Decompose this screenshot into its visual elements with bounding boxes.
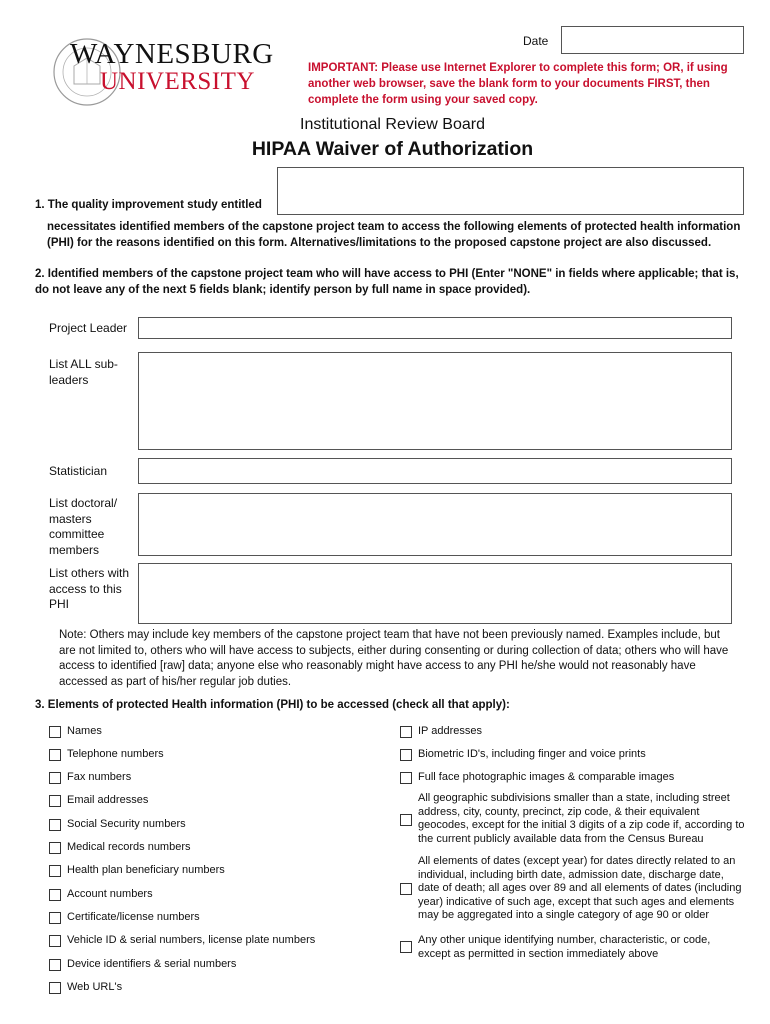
checkbox-photo[interactable] (400, 772, 412, 784)
others-field[interactable] (138, 563, 732, 624)
university-logo (52, 36, 282, 110)
checkbox-label: Vehicle ID & serial numbers, license plate numbers (67, 934, 316, 946)
checkbox-label: Names (67, 725, 102, 737)
checkbox-label: Email addresses (67, 794, 149, 806)
logo-wordmark-bottom: UNIVERSITY (100, 68, 255, 95)
checkbox-account[interactable] (49, 889, 61, 901)
checkbox-names[interactable] (49, 726, 61, 738)
study-title-field[interactable] (277, 167, 744, 215)
checkbox-ssn[interactable] (49, 819, 61, 831)
checkbox-other-identifier[interactable] (400, 941, 412, 953)
checkbox-web-url[interactable] (49, 982, 61, 994)
checkbox-label: Biometric ID's, including finger and voice prints (418, 748, 646, 760)
checkbox-email[interactable] (49, 795, 61, 807)
logo-wordmark-top: WAYNESBURG (70, 38, 274, 70)
checkbox-medical-records[interactable] (49, 842, 61, 854)
checkbox-label: Telephone numbers (67, 748, 164, 760)
date-field[interactable] (561, 26, 744, 54)
checkbox-label: Full face photographic images & comparable images (418, 771, 675, 783)
section1-text: necessitates identified members of the capstone project team to access the following elements of protected health information (PHI) for the reasons identified on this form. Alternatives/limitations to the proposed capstone project are also discussed. (47, 221, 741, 249)
subleaders-label: List ALL sub-leaders (49, 357, 118, 387)
checkbox-label: Any other unique identifying number, characteristic, or code, except as permitted in section immediately above (418, 934, 711, 960)
checkbox-label: All geographic subdivisions smaller than a state, including street address, city, county, precinct, zip code, & their equivalent geocodes, except for the initial 3 digits of a zip code if, according to the current publicly available data from the Census Bureau (418, 792, 745, 845)
committee-label: List doctoral/ masters committee members (49, 496, 118, 557)
checkbox-health-plan[interactable] (49, 865, 61, 877)
checkbox-label: Web URL's (67, 981, 123, 993)
subleaders-field[interactable] (138, 352, 732, 450)
important-note: IMPORTANT: Please use Internet Explorer to complete this form; OR, if using another web browser, save the blank form to your documents FIRST, then complete the form using your saved copy. (308, 62, 728, 106)
checkbox-telephone[interactable] (49, 749, 61, 761)
checkbox-label: IP addresses (418, 725, 483, 737)
checkbox-geographic[interactable] (400, 814, 412, 826)
section2-text: 2. Identified members of the capstone project team who will have access to PHI (Enter "NONE" in fields where applicable; that is, do not leave any of the next 5 fields blank; identify person by full name in space provided). (35, 268, 739, 296)
page-title: HIPAA Waiver of Authorization (251, 138, 534, 160)
checkbox-ip-address[interactable] (400, 726, 412, 738)
others-label: List others with access to this PHI (49, 566, 130, 611)
checkbox-label: All elements of dates (except year) for dates directly related to an individual, including birth date, admission date, discharge date, date of death; all ages over 89 and all elements of dates (including year) indicative of such age, except that such ages and elements may be aggregated into a single category of age 90 or older (418, 855, 742, 921)
checkbox-label: Health plan beneficiary numbers (67, 864, 225, 876)
project-leader-field[interactable] (138, 317, 732, 339)
checkbox-dates[interactable] (400, 883, 412, 895)
section3-title: 3. Elements of protected Health information (PHI) to be accessed (check all that apply): (35, 699, 510, 711)
checkbox-label: Certificate/license numbers (67, 911, 200, 923)
checkbox-label: Medical records numbers (67, 841, 191, 853)
checkbox-certificate[interactable] (49, 912, 61, 924)
statistician-field[interactable] (138, 458, 732, 484)
checkbox-label: Device identifiers & serial numbers (67, 958, 237, 970)
checkbox-label: Account numbers (67, 888, 153, 900)
checkbox-label: Fax numbers (67, 771, 132, 783)
checkbox-device-id[interactable] (49, 959, 61, 971)
date-label: Date (523, 34, 549, 48)
section1-prompt: 1. The quality improvement study entitled (35, 199, 262, 211)
board-title: Institutional Review Board (300, 116, 485, 133)
statistician-label: Statistician (49, 464, 108, 478)
section2-note: Note: Others may include key members of the capstone project team that have not been previously named. Examples include, but are not limited to, others who will have access to subjects, either during consenting or during collection of data; others who will have access to identified [raw] data; anyone else who reasonably might have access to any PHI he/she would not reasonably have accessed as part of his/her regular job duties. (59, 629, 729, 688)
project-leader-label: Project Leader (49, 321, 128, 335)
checkbox-vehicle-id[interactable] (49, 935, 61, 947)
checkbox-biometric[interactable] (400, 749, 412, 761)
checkbox-fax[interactable] (49, 772, 61, 784)
checkbox-label: Social Security numbers (67, 818, 186, 830)
committee-field[interactable] (138, 493, 732, 556)
